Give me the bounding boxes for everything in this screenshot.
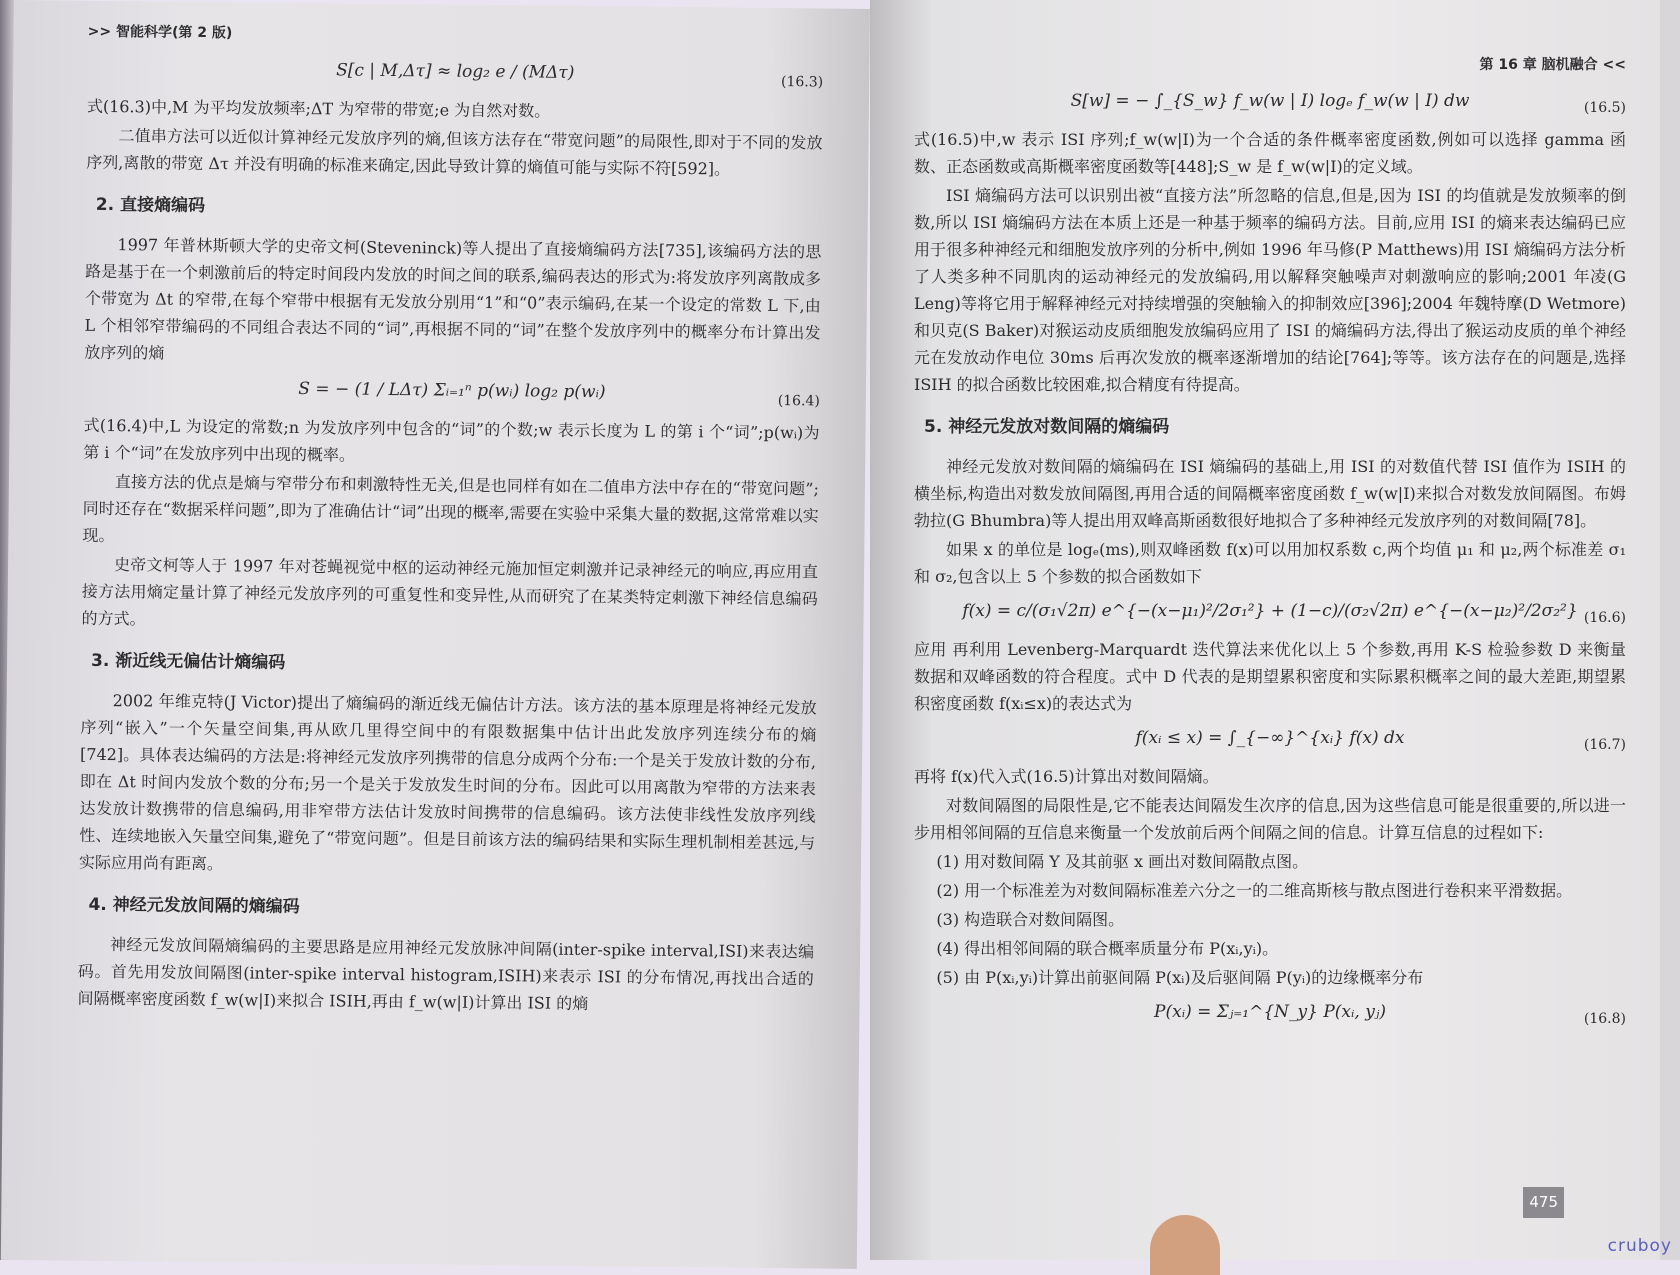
equation-16-6: f(x) = c/(σ₁√2π) e^{−(x−μ₁)²/2σ₁²} + (1−c)/(σ₂√2π) e^{−(x−μ₂)²/2σ₂²} (16.6) <box>914 598 1626 628</box>
paragraph: 式(16.5)中,w 表示 ISI 序列;f_w(w|I)为一个合适的条件概率密度函数,例如可以选择 gamma 函数、正态函数或高斯概率密度函数等[448];S_w 是 f_w(w|I)的定义域。 <box>914 130 1626 176</box>
running-head-left: >> 智能科学(第 2 版) <box>87 23 233 42</box>
equation-number: (16.3) <box>780 74 824 91</box>
paragraph: 再将 f(x)代入式(16.5)计算出对数间隔熵。 <box>914 767 1219 786</box>
paragraph: 神经元发放对数间隔的熵编码在 ISI 熵编码的基础上,用 ISI 的对数值代替 ISI 值作为 ISIH 的横坐标,构造出对数发放间隔图,再用合适的间隔概率密度函数 f_w(w|I)来拟合对数发放间隔图。布姆勃拉(G Bhumbra)等人提出用双峰高斯函数很好地拟合了多种神经元发放序列的对数间隔[78]。 <box>914 457 1626 530</box>
paragraph <box>914 636 1626 717</box>
equation-16-8: P(xᵢ) = Σⱼ₌₁^{N_y} P(xᵢ, yⱼ) (16.8) <box>914 999 1626 1029</box>
paragraph: ISI 熵编码方法可以识别出被“直接方法”所忽略的信息,但是,因为 ISI 的均值就是发放频率的倒数,所以 ISI 熵编码方法在本质上还是一种基于频率的编码方法。目前,应用 ISI 的熵来表达编码已应用于很多种神经元和细胞发放序列的分析中,例如 1996 年马修(P Matthews)用 ISI 熵编码方法分析了人类多种不同肌肉的运动神经元的发放编码,用以解释突触噪声对刺激响应的影响;2001 年凌(G Leng)等将它用于解释神经元对持续增强的突触输入的抑制效应[396];2004 年魏特摩(D Wetmore)和贝克(S Baker)对猴运动皮质细胞发放编码应用了 ISI 的熵编码方法,得出了猴运动皮质的单个神经元在发放动作电位 30ms 后再次发放的概率逐渐增加的结论[764];等等。该方法存在的问题是,选择 ISIH 的拟合函数比较困难,拟合精度有待提高。 <box>914 186 1626 394</box>
section-heading: 4. 神经元发放间隔的熵编码 <box>88 894 300 918</box>
paragraph: 1997 年普林斯顿大学的史帝文柯(Steveninck)等人提出了直接熵编码方法[735],该编码方法的思路是基于在一个刺激前后的特定时间段内发放的时间之间的联系,编码表达的形式为:将发放序列离散成多个带宽为 Δt 的窄带,在每个窄带中根据有无发放分别用“1”和“0”表示编码,在某一个设定的常数 L 下,由 L 个相邻窄带编码的不同组合表达不同的“词”,再根据不同的“词”在整个发放序列中的概率分布计算出发放序列的熵 <box>84 235 822 363</box>
right-page <box>870 0 1660 1260</box>
paragraph: 直接方法的优点是熵与窄带分布和刺激特性无关,但是也同样有如在二值串方法中存在的“带宽问题”;同时还存在“数据采样问题”,即为了准确估计“词”出现的概率,需要在实验中采集大量的数据,这常常难以实现。 <box>82 472 820 546</box>
equation-16-7: f(xᵢ ≤ x) = ∫_{−∞}^{xᵢ} f(x) dx (16.7) <box>914 725 1626 755</box>
paragraph: 二值串方法可以近似计算神经元发放序列的熵,但该方法存在“带宽问题”的局限性,即对于不同的发放序列,离散的带宽 Δτ 并没有明确的标准来确定,因此导致计算的熵值可能与实际不符[592]。 <box>86 126 823 179</box>
paragraph: 如果 x 的单位是 logₑ(ms),则双峰函数 f(x)可以用加权系数 c,两个均值 μ₁ 和 μ₂,两个标准差 σ₁ 和 σ₂,包含以上 5 个参数的拟合函数如下 <box>914 540 1626 586</box>
paragraph: 神经元发放间隔熵编码的主要思路是应用神经元发放脉冲间隔(inter-spike interval,ISI)来表达编码。首先用发放间隔图(inter-spike interval histogram,ISIH)来表示 ISI 的分布情况,再找出合适的间隔概率密度函数 f_w(w|I)来拟合 ISIH,再由 f_w(w|I)计算出 ISI 的熵 <box>77 935 815 1014</box>
paragraph: 式(16.4)中,L 为设定的常数;n 为发放序列中包含的“词”的个数;w 表示长度为 L 的第 i 个“词”;p(wᵢ)为第 i 个“词”在发放序列中出现的概率。 <box>83 415 820 465</box>
left-page <box>1 0 870 1269</box>
paragraph: 式(16.3)中,M 为平均发放频率;ΔT 为窄带的带宽;e 为自然对数。 <box>86 96 551 121</box>
section-heading: 2. 直接熵编码 <box>95 194 206 217</box>
equation-16-3: S[c | M,Δτ] ≈ log₂ e / (MΔτ) (16.3) <box>87 55 823 93</box>
paragraph-body: 再利用 Levenberg-Marquardt 迭代算法来优化以上 5 个参数,再用 K-S 检验参数 D 来衡量数据和双峰函数的符合程度。式中 D 代表的是期望累积密度和实际累积概率之间的最大差距,期望累积密度函数 f(xᵢ≤x)的表达式为 <box>914 640 1626 713</box>
watermark: cruboy <box>1607 1236 1672 1256</box>
equation-number: (16.6) <box>1583 610 1626 626</box>
list-item: (2) 用一个标准差为对数间隔标准差六分之一的二维高斯核与散点图进行卷积来平滑数据。 <box>936 881 1573 900</box>
page-number: 475 <box>1523 1187 1564 1218</box>
equation-16-5: S[w] = − ∫_{S_w} f_w(w | I) logₑ f_w(w | I) dw (16.5) <box>914 88 1626 118</box>
list-item: (3) 构造联合对数间隔图。 <box>936 910 1125 929</box>
list-item: (5) 由 P(xᵢ,yᵢ)计算出前驱间隔 P(xᵢ)及后驱间隔 P(yᵢ)的边缘概率分布 <box>936 968 1424 987</box>
section-heading: 5. 神经元发放对数间隔的熵编码 <box>924 417 1170 437</box>
paragraph-prefix: 应用 <box>914 640 947 659</box>
book-edge-right <box>1660 0 1680 1260</box>
list-item: (4) 得出相邻间隔的联合概率质量分布 P(xᵢ,yᵢ)。 <box>936 939 1279 958</box>
paragraph: 2002 年维克特(J Victor)提出了熵编码的渐近线无偏估计方法。该方法的基本原理是将神经元发放序列“嵌入”一个矢量空间集,再从欧几里得空间中的有限数据集中估计出此发放序列连续分布的熵[742]。具体表达编码的方法是:将神经元发放序列携带的信息分成两个分布:一个是关于发放计数的分布,即在 Δt 时间内发放个数的分布;另一个是关于发放发生时间的分布。因此可以用离散为窄带的方法来表达发放计数携带的信息编码,用非窄带方法估计发放时间携带的信息编码。该方法使非线性发放序列线性、连续地嵌入矢量空间集,避免了“带宽问题”。但是目前该方法的编码结果和实际生理机制相差甚远,与实际应用尚有距离。 <box>78 691 817 874</box>
running-head-right: 第 16 章 脑机融合 << <box>1479 57 1626 73</box>
paragraph: 对数间隔图的局限性是,它不能表达间隔发生次序的信息,因为这些信息可能是很重要的,所以进一步用相邻间隔的互信息来衡量一个发放前后两个间隔之间的信息。计算互信息的过程如下: <box>914 796 1626 842</box>
equation-number: (16.7) <box>1583 737 1626 753</box>
section-heading: 3. 渐近线无偏估计熵编码 <box>90 650 286 673</box>
paragraph: 史帝文柯等人于 1997 年对苍蝇视觉中枢的运动神经元施加恒定刺激并记录神经元的响应,再应用直接方法用熵定量计算了神经元发放序列的可重复性和变异性,从而研究了在某类特定刺激下神经信息编码的方式。 <box>81 555 819 629</box>
equation-number: (16.4) <box>777 393 820 410</box>
equation-number: (16.5) <box>1583 100 1626 116</box>
equation-number: (16.8) <box>1583 1011 1626 1027</box>
equation-16-4: S = − (1 / LΔτ) Σᵢ₌₁ⁿ p(wᵢ) log₂ p(wᵢ) (16.4) <box>84 374 820 412</box>
list-item: (1) 用对数间隔 Y 及其前驱 x 画出对数间隔散点图。 <box>936 852 1309 871</box>
